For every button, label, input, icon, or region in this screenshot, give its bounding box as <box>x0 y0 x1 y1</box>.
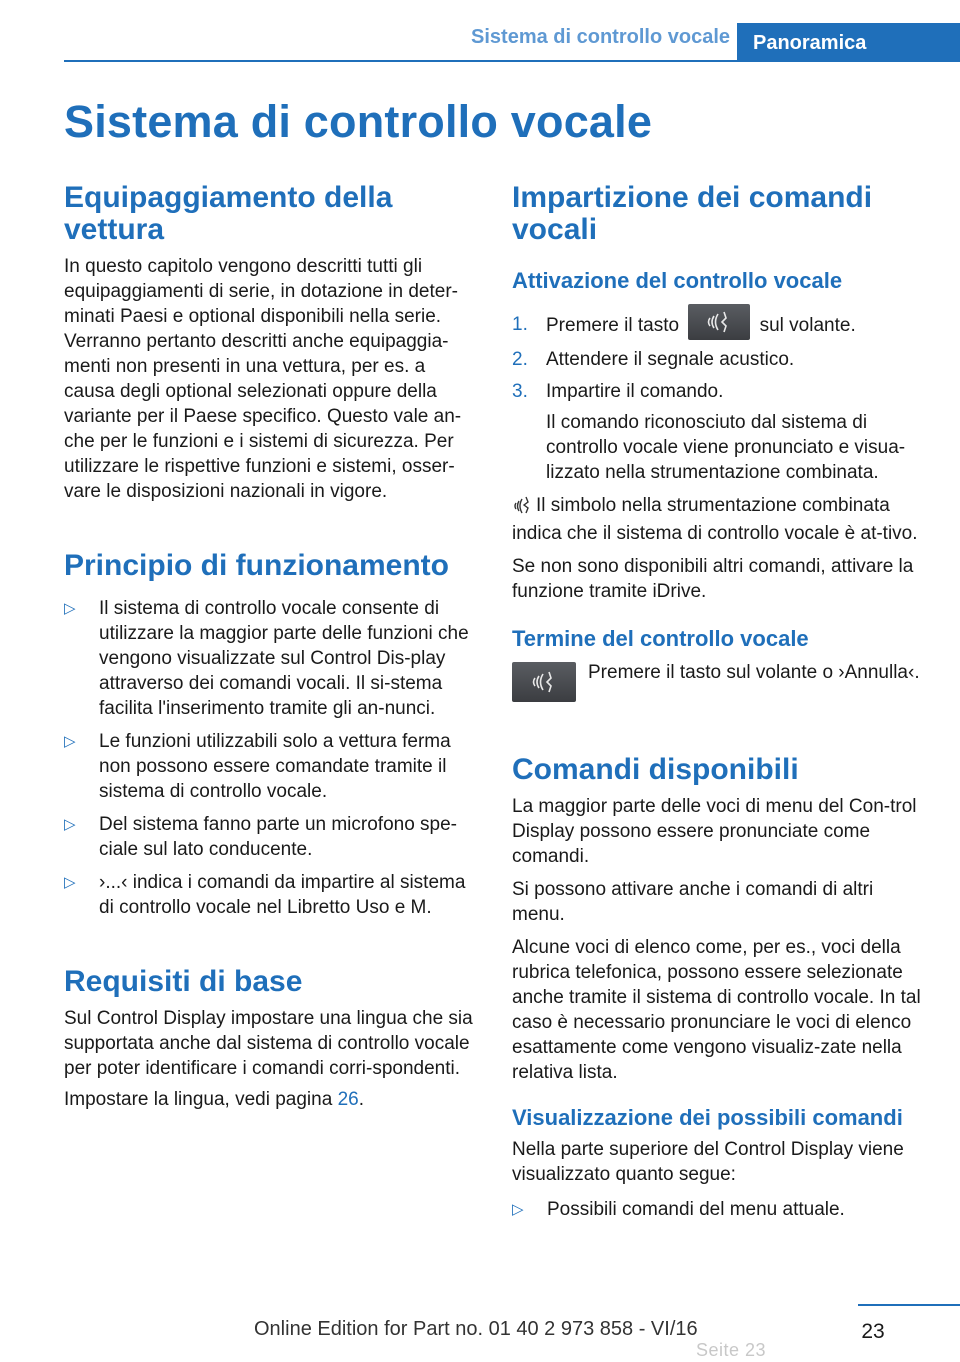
display-text: Nella parte superiore del Control Display viene visualizzato quanto segue: <box>512 1139 904 1185</box>
page-link[interactable]: 26 <box>337 1089 359 1110</box>
voice-symbol-icon <box>512 494 532 521</box>
list-item: ▷ Il sistema di controllo vocale consente di utilizzare la maggior parte delle funzioni che vengono visualizzate sul Control Dis-play attraverso dei comandi vocali. Il si-stema facilita l'inserimento tramite gli an-nunci. <box>64 598 469 719</box>
list-item: ▷ Possibili comandi del menu attuale. <box>512 1199 845 1220</box>
language-text: Impostare la lingua, vedi pagina 26. <box>64 1089 364 1110</box>
list-item: 2. Attendere il segnale acustico. <box>512 349 795 370</box>
triangle-bullet-icon: ▷ <box>64 600 76 617</box>
left-column <box>64 182 479 1112</box>
right-column <box>512 182 927 1222</box>
available-text-1: La maggior parte delle voci di menu del Con-trol Display possono essere pronunciate come comandi. <box>512 796 917 867</box>
available-text-3: Alcune voci di elenco come, per es., voci della rubrica telefonica, possono essere selezionate anche tramite il sistema di controllo vocale. In tal caso è necessario pronunciare le voci di elenco esattamente come vengono visualiz-zate nella relativa lista. <box>512 937 921 1083</box>
symbol-text: Il simbolo nella strumentazione combinata indica che il sistema di controllo vocale è at-tivo. <box>512 495 918 544</box>
header-tab-label: Panoramica <box>753 32 867 54</box>
equipment-text: In questo capitolo vengono descritti tutti gli equipaggiamenti di serie, in dotazione in deter-minati Paesi e optional disponibili nella serie. Verranno pertanto descritti anche equipaggia-menti non presenti in una vettura, per es. a causa degli optional selezionati oppure della variante per il Paese specifico. Questo vale an-che per le funzioni e i sistemi di sicurezza. Per utilizzare le rispettive funzioni e sistemi, osser-vare le disposizioni nazionali in vigore. <box>64 256 462 502</box>
watermark: Seite 23 <box>696 1340 767 1360</box>
header-tab <box>737 23 960 62</box>
principle-list <box>64 596 479 920</box>
list-item: ▷ Del sistema fanno parte un microfono spe-ciale sul lato conducente. <box>64 814 458 860</box>
triangle-bullet-icon: ▷ <box>64 874 76 891</box>
end-voice-row <box>512 660 927 702</box>
requirements-heading: Requisiti di base <box>64 965 303 998</box>
list-item: ▷ Le funzioni utilizzabili solo a vettura ferma non possono essere comandate tramite il sistema di controllo vocale. <box>64 731 451 802</box>
page-number: 23 <box>861 1320 885 1343</box>
display-commands-heading: Visualizzazione dei possibili comandi <box>512 1105 903 1130</box>
available-text-2: Si possono attivare anche i comandi di altri menu. <box>512 879 874 925</box>
activation-heading: Attivazione del controllo vocale <box>512 268 843 293</box>
principle-heading: Principio di funzionamento <box>64 549 449 582</box>
footer-rule <box>858 1304 960 1306</box>
display-list <box>512 1197 927 1222</box>
triangle-bullet-icon: ▷ <box>512 1201 524 1218</box>
header-rule <box>64 60 960 62</box>
header-section-title: Sistema di controllo vocale <box>471 26 730 48</box>
idrive-text: Se non sono disponibili altri comandi, attivare la funzione tramite iDrive. <box>512 556 914 602</box>
triangle-bullet-icon: ▷ <box>64 816 76 833</box>
available-commands-heading: Comandi disponibili <box>512 753 799 786</box>
activation-steps <box>512 312 927 485</box>
footer-edition: Online Edition for Part no. 01 40 2 973 858 - VI/16 <box>254 1318 698 1340</box>
voice-command-key-icon <box>688 304 750 340</box>
issue-commands-heading: Impartizione dei comandi vocali <box>512 181 873 246</box>
requirements-text: Sul Control Display impostare una lingua che sia supportata anche dal sistema di controllo vocale per poter identificare i comandi corri-spondenti. <box>64 1008 473 1079</box>
end-voice-text: Premere il tasto sul volante o ›Annulla‹. <box>588 662 920 683</box>
triangle-bullet-icon: ▷ <box>64 733 76 750</box>
list-item: 3. Impartire il comando. Il comando riconosciuto dal sistema di controllo vocale viene pronunciato e visua-lizzato nella strumentazione combinata. <box>512 381 906 483</box>
end-voice-heading: Termine del controllo vocale <box>512 626 809 651</box>
list-item: ▷ ›...‹ indica i comandi da impartire al sistema di controllo vocale nel Libretto Uso e M. <box>64 872 466 918</box>
list-item: 1. Premere il tasto sul volante. <box>512 312 927 340</box>
voice-command-key-icon <box>512 662 576 702</box>
page-title: Sistema di controllo vocale <box>64 96 653 147</box>
equipment-heading: Equipaggiamento della vettura <box>64 181 393 246</box>
